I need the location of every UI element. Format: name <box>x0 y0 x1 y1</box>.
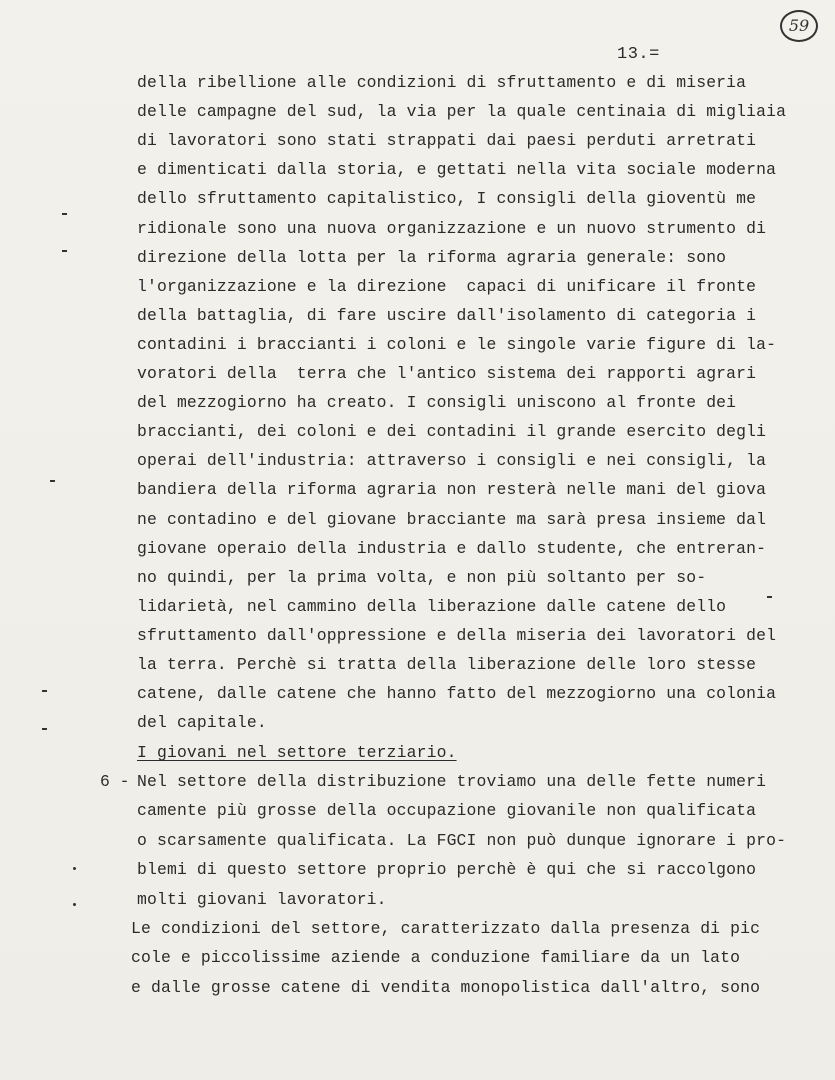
text-line: Le condizioni del settore, caratterizzato dalla presenza di pic <box>131 919 761 938</box>
page-number: 13.= <box>617 45 660 64</box>
text-line: l'organizzazione e la direzione capaci di unificare il fronte <box>137 276 757 296</box>
text-line: bandiera della riforma agraria non resterà nelle mani del giova <box>137 480 767 500</box>
text-line: della ribellione alle condizioni di sfruttamento e di miseria <box>137 73 747 92</box>
text-line: o scarsamente qualificata. La FGCI non può dunque ignorare i pro- <box>137 830 787 850</box>
item-number: 6 - <box>100 772 130 791</box>
margin-mark <box>62 213 67 215</box>
margin-mark <box>73 903 76 906</box>
text-line: giovane operaio della industria e dallo studente, che entreran- <box>137 538 767 558</box>
margin-mark <box>767 596 772 598</box>
text-line: blemi di questo settore proprio perchè è qui che si raccolgono <box>137 860 757 880</box>
text-line: cole e piccolissime aziende a conduzione familiare da un lato <box>131 948 741 968</box>
text-line: del mezzogiorno ha creato. I consigli uniscono al fronte dei <box>137 393 737 413</box>
text-line: e dalle grosse catene di vendita monopolistica dall'altro, sono <box>131 977 761 997</box>
text-line: e dimenticati dalla storia, e gettati nella vita sociale moderna <box>137 160 777 180</box>
text-line: sfruttamento dall'oppressione e della miseria dei lavoratori del <box>137 625 777 645</box>
text-line: dello sfruttamento capitalistico, I consigli della gioventù me <box>137 189 757 209</box>
text-line: contadini i braccianti i coloni e le singole varie figure di la- <box>137 334 777 354</box>
text-line: braccianti, dei coloni e dei contadini il grande esercito degli <box>137 422 767 442</box>
section-heading: I giovani nel settore terziario. <box>137 743 457 762</box>
margin-mark <box>42 690 47 692</box>
text-line: camente più grosse della occupazione giovanile non qualificata <box>137 801 757 821</box>
margin-mark <box>42 728 47 730</box>
text-line: del capitale. <box>137 713 267 733</box>
text-line: voratori della terra che l'antico sistema dei rapporti agrari <box>137 364 757 383</box>
text-line: la terra. Perchè si tratta della liberazione delle loro stesse <box>137 655 757 674</box>
text-line: catene, dalle catene che hanno fatto del mezzogiorno una colonia <box>137 684 777 704</box>
margin-mark <box>50 480 55 482</box>
text-line: delle campagne del sud, la via per la quale centinaia di migliaia <box>137 102 787 122</box>
text-line: lidarietà, nel cammino della liberazione dalle catene dello <box>137 596 727 616</box>
text-line: della battaglia, di fare uscire dall'isolamento di categoria i <box>137 305 757 325</box>
text-line: molti giovani lavoratori. <box>137 889 387 909</box>
text-line: operai dell'industria: attraverso i consigli e nei consigli, la <box>137 451 767 471</box>
text-line: Nel settore della distribuzione troviamo una delle fette numeri <box>137 772 767 791</box>
text-line: direzione della lotta per la riforma agraria generale: sono <box>137 247 727 267</box>
margin-mark <box>62 250 67 252</box>
text-line: ridionale sono una nuova organizzazione e un nuovo strumento di <box>137 218 767 238</box>
text-line: no quindi, per la prima volta, e non più soltanto per so- <box>137 567 707 587</box>
text-line: ne contadino e del giovane bracciante ma sarà presa insieme dal <box>137 509 767 529</box>
page-stamp: 59 <box>780 10 818 42</box>
margin-mark <box>73 867 76 870</box>
text-line: di lavoratori sono stati strappati dai paesi perduti arretrati <box>137 131 757 151</box>
